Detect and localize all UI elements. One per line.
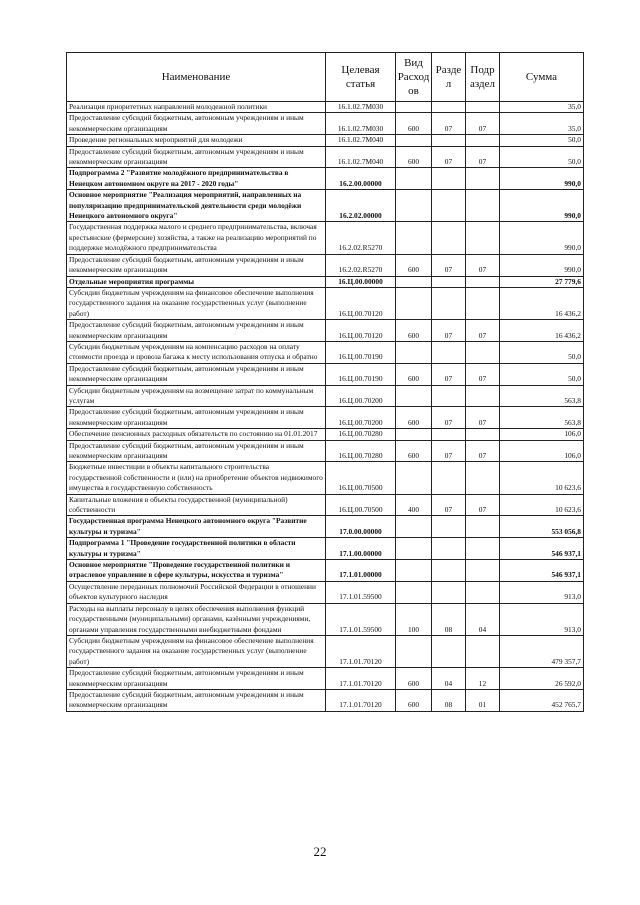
cell-code: 17.1.01.70120 <box>326 668 396 690</box>
budget-table <box>66 52 584 712</box>
cell-type <box>396 429 432 440</box>
cell-sum: 563,8 <box>500 385 584 407</box>
cell-name: Предоставление субсидий бюджетным, автономным учреждениям и иным некоммерческим организациям <box>67 440 326 462</box>
table-row <box>67 462 584 494</box>
cell-name: Предоставление субсидий бюджетным, автономным учреждениям и иным некоммерческим организациям <box>67 113 326 135</box>
cell-type <box>396 102 432 113</box>
cell-subsection <box>466 462 500 494</box>
cell-code: 16.1.02.7М030 <box>326 113 396 135</box>
cell-type <box>396 135 432 146</box>
cell-type <box>396 635 432 667</box>
cell-name: Предоставление субсидий бюджетным, автономным учреждениям и иным некоммерческим организациям <box>67 363 326 385</box>
cell-name: Обеспечение пенсионных расходных обязательств по состоянию на 01.01.2017 <box>67 429 326 440</box>
cell-code: 17.1.01.70120 <box>326 635 396 667</box>
cell-code: 16.Ц.00.70200 <box>326 385 396 407</box>
cell-code: 17.1.01.00000 <box>326 560 396 582</box>
table-row <box>67 320 584 342</box>
cell-subsection: 01 <box>466 689 500 711</box>
cell-name: Государственная поддержка малого и среднего предпринимательства, включая крестьянские (фермерские) хозяйства, а также на реализацию мероприятий по поддержке молодёжного предпринимательства <box>67 222 326 254</box>
table-row <box>67 341 584 363</box>
cell-sum: 913,0 <box>500 581 584 603</box>
cell-sum: 546 937,1 <box>500 538 584 560</box>
table-row <box>67 168 584 190</box>
cell-section <box>432 276 466 287</box>
cell-type <box>396 516 432 538</box>
cell-name: Основное мероприятие "Реализация мероприятий, направленных на популяризацию предпринимательской деятельности среди молодёжи Ненецкого автономного округа" <box>67 190 326 222</box>
table-row <box>67 494 584 516</box>
cell-subsection <box>466 538 500 560</box>
cell-sum: 990,0 <box>500 168 584 190</box>
cell-sum: 10 623,6 <box>500 462 584 494</box>
cell-name: Подпрограмма 1 "Проведение государственной политики в области культуры и туризма" <box>67 538 326 560</box>
cell-section <box>432 287 466 319</box>
cell-subsection <box>466 222 500 254</box>
cell-sum: 10 623,6 <box>500 494 584 516</box>
table-row <box>67 190 584 222</box>
cell-section: 07 <box>432 407 466 429</box>
cell-sum: 546 937,1 <box>500 560 584 582</box>
cell-code: 16.2.02.00000 <box>326 190 396 222</box>
cell-type <box>396 222 432 254</box>
table-row <box>67 429 584 440</box>
cell-section: 07 <box>432 440 466 462</box>
cell-name: Бюджетные инвестиции в объекты капитального строительства государственной собственности и (или) на приобретение объектов недвижимого имущества в государственную собственность <box>67 462 326 494</box>
cell-code: 16.Ц.00.70120 <box>326 320 396 342</box>
cell-section <box>432 560 466 582</box>
cell-code: 17.1.01.59500 <box>326 603 396 635</box>
cell-sum: 35,0 <box>500 102 584 113</box>
cell-name: Предоставление субсидий бюджетным, автономным учреждениям и иным некоммерческим организациям <box>67 146 326 168</box>
cell-subsection <box>466 581 500 603</box>
table-row <box>67 254 584 276</box>
cell-section: 07 <box>432 254 466 276</box>
table-row <box>67 385 584 407</box>
cell-name: Государственная программа Ненецкого автономного округа "Развитие культуры и туризма" <box>67 516 326 538</box>
cell-subsection <box>466 560 500 582</box>
cell-code: 17.1.01.70120 <box>326 689 396 711</box>
cell-subsection: 07 <box>466 113 500 135</box>
cell-section <box>432 538 466 560</box>
cell-section <box>432 102 466 113</box>
cell-type: 600 <box>396 689 432 711</box>
cell-sum: 50,0 <box>500 363 584 385</box>
cell-type: 600 <box>396 407 432 429</box>
cell-name: Субсидии бюджетным учреждениям на финансовое обеспечение выполнения государственного задания на оказание государственных услуг (выполнение работ) <box>67 287 326 319</box>
cell-type <box>396 581 432 603</box>
table-row <box>67 668 584 690</box>
table-row <box>67 113 584 135</box>
cell-sum: 913,0 <box>500 603 584 635</box>
table-header-row <box>67 53 584 102</box>
table-row <box>67 516 584 538</box>
cell-type: 100 <box>396 603 432 635</box>
cell-section: 07 <box>432 146 466 168</box>
cell-type: 600 <box>396 254 432 276</box>
header-sum: Сумма <box>500 53 584 102</box>
cell-subsection: 07 <box>466 146 500 168</box>
cell-subsection: 04 <box>466 603 500 635</box>
cell-name: Субсидии бюджетным учреждениям на финансовое обеспечение выполнения государственного задания на оказание государственных услуг (выполнение работ) <box>67 635 326 667</box>
table-row <box>67 603 584 635</box>
cell-name: Проведение региональных мероприятий для молодежи <box>67 135 326 146</box>
cell-subsection <box>466 287 500 319</box>
cell-type <box>396 190 432 222</box>
cell-code: 16.Ц.00.70120 <box>326 287 396 319</box>
cell-sum: 990,0 <box>500 190 584 222</box>
cell-code: 16.Ц.00.70280 <box>326 440 396 462</box>
cell-sum: 553 056,8 <box>500 516 584 538</box>
cell-type <box>396 168 432 190</box>
cell-subsection <box>466 341 500 363</box>
cell-name: Предоставление субсидий бюджетным, автономным учреждениям и иным некоммерческим организациям <box>67 668 326 690</box>
cell-type: 400 <box>396 494 432 516</box>
cell-name: Предоставление субсидий бюджетным, автономным учреждениям и иным некоммерческим организациям <box>67 320 326 342</box>
cell-section <box>432 635 466 667</box>
cell-name: Субсидии бюджетным учреждениям на возмещение затрат по коммунальным услугам <box>67 385 326 407</box>
cell-subsection <box>466 429 500 440</box>
cell-sum: 50,0 <box>500 135 584 146</box>
cell-name: Субсидии бюджетным учреждениям на компенсацию расходов на оплату стоимости проезда и провоза багажа к месту использования отпуска и обратно <box>67 341 326 363</box>
cell-name: Предоставление субсидий бюджетным, автономным учреждениям и иным некоммерческим организациям <box>67 407 326 429</box>
cell-type: 600 <box>396 668 432 690</box>
cell-code: 16.Ц.00.70500 <box>326 462 396 494</box>
cell-code: 16.Ц.00.70280 <box>326 429 396 440</box>
cell-type <box>396 560 432 582</box>
cell-name: Основное мероприятие "Проведение государственной политики и отраслевое управление в сфере культуры, искусства и туризма" <box>67 560 326 582</box>
cell-type <box>396 287 432 319</box>
header-subsection: Подр аздел <box>466 53 500 102</box>
cell-code: 17.1.00.00000 <box>326 538 396 560</box>
cell-sum: 26 592,0 <box>500 668 584 690</box>
cell-sum: 990,0 <box>500 254 584 276</box>
cell-type <box>396 538 432 560</box>
cell-code: 16.Ц.00.70200 <box>326 407 396 429</box>
cell-sum: 479 357,7 <box>500 635 584 667</box>
cell-type: 600 <box>396 363 432 385</box>
cell-sum: 106,0 <box>500 429 584 440</box>
cell-name: Предоставление субсидий бюджетным, автономным учреждениям и иным некоммерческим организациям <box>67 689 326 711</box>
cell-name: Капитальные вложения в объекты государственной (муниципальной) собственности <box>67 494 326 516</box>
cell-section: 08 <box>432 603 466 635</box>
table-row <box>67 146 584 168</box>
cell-section <box>432 341 466 363</box>
cell-name: Расходы на выплаты персоналу в целях обеспечения выполнения функций государственными (муниципальными) органами, казёнными учреждениями, органами управления государственными внебюджетными фондами <box>67 603 326 635</box>
cell-subsection: 12 <box>466 668 500 690</box>
cell-section: 07 <box>432 494 466 516</box>
cell-name: Реализация приоритетных направлений молодежной политики <box>67 102 326 113</box>
cell-subsection: 07 <box>466 363 500 385</box>
cell-code: 16.2.00.00000 <box>326 168 396 190</box>
cell-section <box>432 168 466 190</box>
cell-code: 16.Ц.00.00000 <box>326 276 396 287</box>
cell-section <box>432 135 466 146</box>
cell-section <box>432 222 466 254</box>
header-section: Разде л <box>432 53 466 102</box>
cell-section <box>432 385 466 407</box>
cell-subsection: 07 <box>466 254 500 276</box>
cell-subsection: 07 <box>466 320 500 342</box>
cell-subsection <box>466 516 500 538</box>
page-number: 22 <box>313 844 327 859</box>
table-row <box>67 635 584 667</box>
table-row <box>67 407 584 429</box>
table-body <box>67 102 584 712</box>
cell-code: 16.Ц.00.70500 <box>326 494 396 516</box>
cell-sum: 106,0 <box>500 440 584 462</box>
cell-sum: 452 765,7 <box>500 689 584 711</box>
cell-code: 16.1.02.7М030 <box>326 102 396 113</box>
cell-name: Предоставление субсидий бюджетным, автономным учреждениям и иным некоммерческим организациям <box>67 254 326 276</box>
cell-subsection <box>466 276 500 287</box>
cell-sum: 563,8 <box>500 407 584 429</box>
table-row <box>67 538 584 560</box>
table-row <box>67 287 584 319</box>
cell-section: 08 <box>432 689 466 711</box>
cell-section: 04 <box>432 668 466 690</box>
cell-sum: 990,0 <box>500 222 584 254</box>
cell-section <box>432 516 466 538</box>
header-type: Вид Расход ов <box>396 53 432 102</box>
cell-code: 16.1.02.7М040 <box>326 146 396 168</box>
cell-sum: 16 436,2 <box>500 287 584 319</box>
cell-type <box>396 462 432 494</box>
cell-type <box>396 341 432 363</box>
cell-sum: 35,0 <box>500 113 584 135</box>
cell-sum: 16 436,2 <box>500 320 584 342</box>
cell-subsection: 07 <box>466 494 500 516</box>
table-row <box>67 135 584 146</box>
cell-code: 16.Ц.00.70190 <box>326 363 396 385</box>
cell-type: 600 <box>396 440 432 462</box>
cell-subsection <box>466 385 500 407</box>
cell-subsection <box>466 102 500 113</box>
cell-type <box>396 276 432 287</box>
cell-sum: 50,0 <box>500 341 584 363</box>
cell-type <box>396 385 432 407</box>
cell-section: 07 <box>432 363 466 385</box>
cell-subsection: 07 <box>466 440 500 462</box>
cell-sum: 50,0 <box>500 146 584 168</box>
cell-type: 600 <box>396 146 432 168</box>
header-code: Целевая статья <box>326 53 396 102</box>
cell-subsection <box>466 635 500 667</box>
cell-subsection <box>466 135 500 146</box>
cell-code: 16.2.02.R5270 <box>326 254 396 276</box>
table-row <box>67 581 584 603</box>
table-row <box>67 102 584 113</box>
table-row <box>67 222 584 254</box>
cell-type: 600 <box>396 113 432 135</box>
header-name: Наименование <box>67 53 326 102</box>
cell-subsection <box>466 190 500 222</box>
table-row <box>67 363 584 385</box>
cell-code: 16.2.02.R5270 <box>326 222 396 254</box>
cell-subsection <box>466 168 500 190</box>
cell-section: 07 <box>432 320 466 342</box>
cell-code: 17.0.00.00000 <box>326 516 396 538</box>
cell-code: 16.1.02.7М040 <box>326 135 396 146</box>
cell-name: Отдельные мероприятия программы <box>67 276 326 287</box>
cell-name: Осуществление переданных полномочий Российской Федерации в отношении объектов культурного наследия <box>67 581 326 603</box>
cell-section <box>432 429 466 440</box>
cell-subsection: 07 <box>466 407 500 429</box>
cell-name: Подпрограмма 2 "Развитие молодёжного предпринимательства в Ненецком автономном округе на 2017 - 2020 годы" <box>67 168 326 190</box>
table-row <box>67 440 584 462</box>
cell-sum: 27 779,6 <box>500 276 584 287</box>
cell-section <box>432 462 466 494</box>
cell-code: 17.1.01.59500 <box>326 581 396 603</box>
table-row <box>67 276 584 287</box>
cell-section <box>432 581 466 603</box>
cell-code: 16.Ц.00.70190 <box>326 341 396 363</box>
table-row <box>67 560 584 582</box>
cell-type: 600 <box>396 320 432 342</box>
table-row <box>67 689 584 711</box>
cell-section <box>432 190 466 222</box>
cell-section: 07 <box>432 113 466 135</box>
